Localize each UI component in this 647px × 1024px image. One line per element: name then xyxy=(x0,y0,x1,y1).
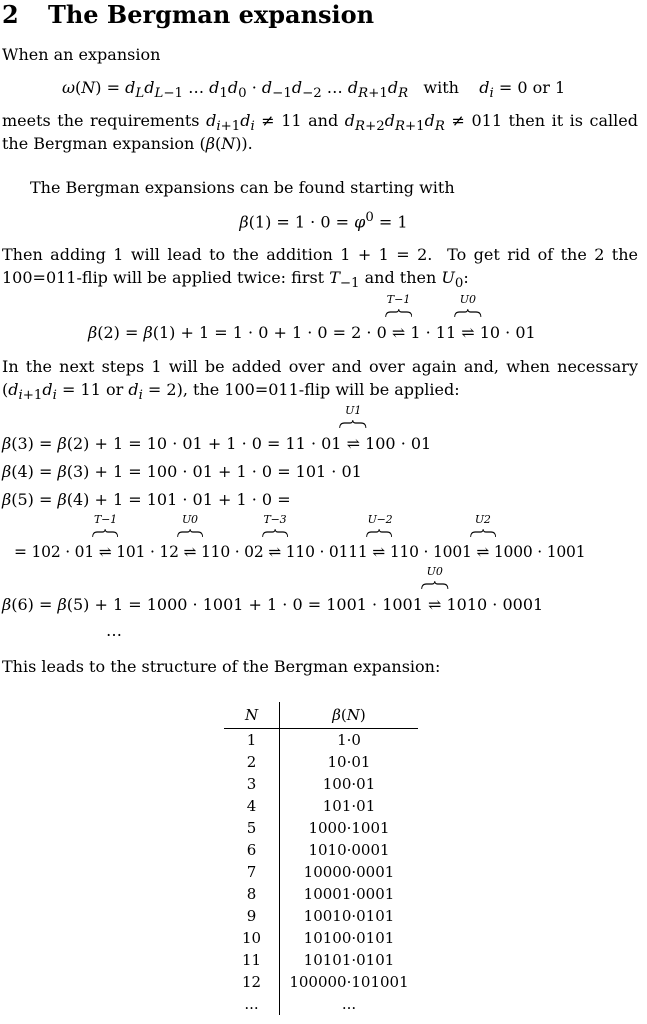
cell-beta: 10101·0101 xyxy=(303,951,395,969)
cell-beta: 1010·0001 xyxy=(308,841,390,859)
flip-label: U2 xyxy=(474,513,491,526)
flip-label: T−1 xyxy=(94,513,117,526)
cell-beta: 10·01 xyxy=(327,753,371,771)
flip-arrow: U−2 ⇌ xyxy=(367,513,393,561)
cell-n: 7 xyxy=(224,861,280,883)
header-beta: β(N) xyxy=(280,702,419,729)
cell-beta: 1·0 xyxy=(337,731,361,749)
table-row xyxy=(224,729,418,752)
flip-arrow: U0 ⇌ xyxy=(178,513,202,561)
cell-n: 8 xyxy=(224,883,280,905)
paragraph-next-steps-1: In the next steps 1 will be added over and over again and, when necessary xyxy=(2,357,638,376)
paragraph-start: The Bergman expansions can be found starting with xyxy=(30,178,455,197)
overbrace-icon xyxy=(262,528,288,538)
cell-n: 6 xyxy=(224,839,280,861)
formula-beta2: β(2) = β(1) + 1 = 1 · 0 + 1 · 0 = 2 · 0 T−1 ⇌ 1 · 11 U0 ⇌ 10 · 01 xyxy=(88,293,536,342)
flip-arrow: T−1 ⇌ xyxy=(386,293,411,342)
flip-label: U−2 xyxy=(367,513,393,526)
cell-beta: 10100·0101 xyxy=(303,929,395,947)
paragraph-requirements-2: the Bergman expansion (β(N)). xyxy=(2,134,253,153)
cell-beta: ... xyxy=(341,995,357,1013)
section-heading xyxy=(2,0,374,29)
section-title: The Bergman expansion xyxy=(48,0,375,29)
formula-beta4: β(4) = β(3) + 1 = 100 · 01 + 1 · 0 = 101 · 01 xyxy=(2,462,362,481)
formula-beta5-continued: = 102 · 01 T−1 ⇌ 101 · 12 U0 ⇌ 110 · 02 T−3 ⇌ 110 · 0111 U−2 ⇌ 110 · 1001 U2 ⇌ 1000 · 1001 xyxy=(14,513,586,561)
table-row xyxy=(224,817,418,839)
table-row xyxy=(224,993,418,1015)
flip-arrow: U0 ⇌ xyxy=(456,293,480,342)
formula-beta6: β(6) = β(5) + 1 = 1000 · 1001 + 1 · 0 = 1001 · 1001 U0 ⇌ 1010 · 0001 xyxy=(2,565,544,614)
table-row xyxy=(224,883,418,905)
overbrace-icon xyxy=(421,580,449,590)
cell-n: 4 xyxy=(224,795,280,817)
overbrace-icon xyxy=(385,308,413,318)
flip-label: U1 xyxy=(345,404,362,417)
formula-beta3: β(3) = β(2) + 1 = 10 · 01 + 1 · 0 = 11 · 01 U1 ⇌ 100 · 01 xyxy=(2,404,432,453)
table-row xyxy=(224,905,418,927)
overbrace-icon xyxy=(339,419,367,429)
cell-beta: 10000·0001 xyxy=(303,863,395,881)
flip-label: T−1 xyxy=(386,293,411,306)
flip-arrow: U1 ⇌ xyxy=(341,404,366,453)
flip-arrow: T−1 ⇌ xyxy=(94,513,117,561)
overbrace-icon xyxy=(366,528,392,538)
flip-label: U0 xyxy=(459,293,477,306)
overbrace-icon xyxy=(454,308,482,318)
table-row xyxy=(224,839,418,861)
paragraph-adding-2: 100=011-flip will be applied twice: first $T_{-1}$ and then $U_0$: xyxy=(2,268,469,292)
flip-arrow: T−3 ⇌ xyxy=(263,513,287,561)
cell-n: 11 xyxy=(224,949,280,971)
cell-beta: 1000·1001 xyxy=(308,819,390,837)
ellipsis: … xyxy=(106,621,122,640)
cell-beta: 100·01 xyxy=(322,775,376,793)
table-row xyxy=(224,949,418,971)
overbrace-icon xyxy=(177,528,203,538)
overbrace-icon xyxy=(92,528,118,538)
table-row xyxy=(224,861,418,883)
header-n: N xyxy=(224,702,280,729)
table-row xyxy=(224,971,418,993)
cell-n: 9 xyxy=(224,905,280,927)
flip-arrow: U2 ⇌ xyxy=(471,513,494,561)
formula-beta5: β(5) = β(4) + 1 = 101 · 01 + 1 · 0 = xyxy=(2,490,291,509)
cell-beta: 100000·101001 xyxy=(289,973,409,991)
cell-n: ... xyxy=(224,993,280,1015)
paragraph-intro: When an expansion xyxy=(2,45,161,64)
paragraph-next-steps-2: ($d_{i+1}d_i = 11$ or $d_i = 2$), the 100=011-flip will be applied: xyxy=(2,380,460,404)
table-row xyxy=(224,773,418,795)
flip-arrow: U0 ⇌ xyxy=(422,565,447,614)
cell-beta: 101·01 xyxy=(322,797,376,815)
paragraph-requirements-1: meets the requirements $d_{i+1}d_i \ne 11$ and $d_{R+2}d_{R+1}d_R \ne 011$ then it is called xyxy=(2,111,638,135)
bergman-table xyxy=(224,702,418,1015)
cell-n: 12 xyxy=(224,971,280,993)
flip-label: U0 xyxy=(426,565,443,578)
table-row xyxy=(224,751,418,773)
formula-omega: $\omega(N) = d_Ld_{L-1}$ … $d_1d_0 \cdot d_{-1}d_{-2}$ … $d_{R+1}d_R$ with $d_i = 0$ or 1 xyxy=(62,78,566,102)
flip-label: T−3 xyxy=(263,513,287,526)
flip-label: U0 xyxy=(181,513,198,526)
paragraph-adding-1: Then adding 1 will lead to the addition 1 + 1 = 2. To get rid of the 2 the xyxy=(2,245,638,264)
cell-n: 1 xyxy=(224,729,280,752)
table-row xyxy=(224,795,418,817)
formula-beta1: $\beta(1) = 1 \cdot 0 = \varphi^0 = 1$ xyxy=(239,210,408,232)
cell-n: 10 xyxy=(224,927,280,949)
cell-beta: 10001·0001 xyxy=(303,885,395,903)
table-row xyxy=(224,927,418,949)
cell-beta: 10010·0101 xyxy=(303,907,395,925)
overbrace-icon xyxy=(470,528,496,538)
cell-n: 5 xyxy=(224,817,280,839)
cell-n: 2 xyxy=(224,751,280,773)
paragraph-structure: This leads to the structure of the Bergman expansion: xyxy=(2,657,441,676)
cell-n: 3 xyxy=(224,773,280,795)
section-number: 2 xyxy=(2,0,19,29)
table-header-row xyxy=(224,702,418,729)
